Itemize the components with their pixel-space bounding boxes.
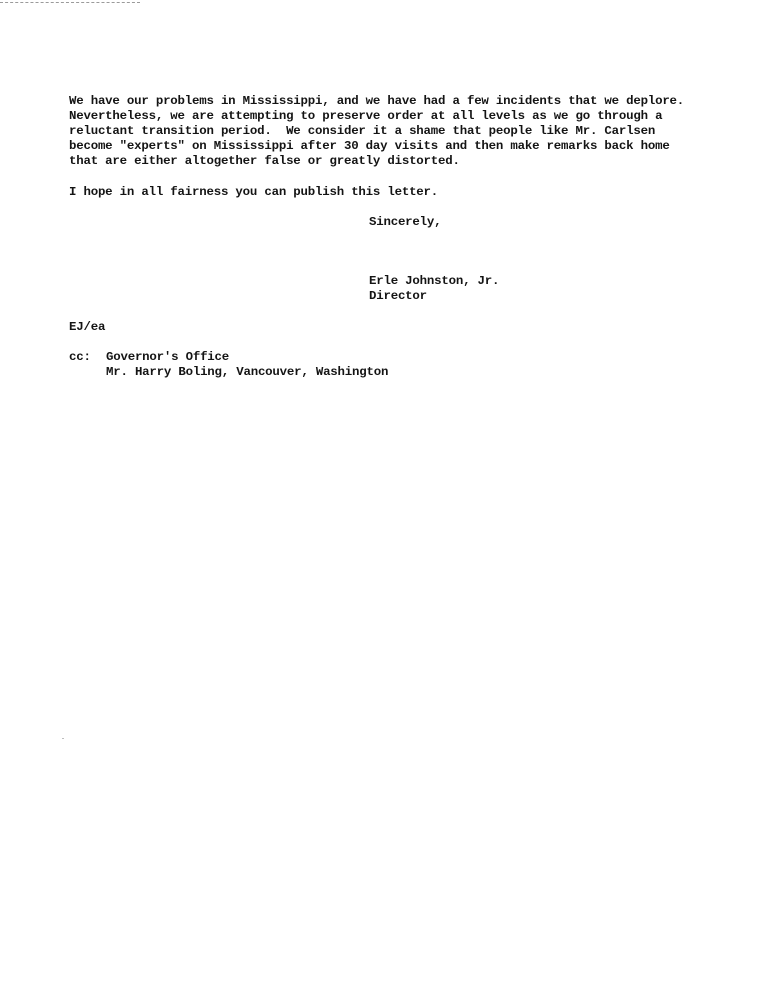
letter-body-paragraph <box>69 94 684 169</box>
signer-name: Erle Johnston, Jr. <box>369 274 500 288</box>
body-line: reluctant transition period. We consider it a shame that people like Mr. Carlsen <box>69 124 656 138</box>
salutation: Sincerely, <box>369 215 442 229</box>
scan-speck <box>62 738 64 739</box>
body-line: that are either altogether false or greatly distorted. <box>69 154 460 168</box>
cc-label: cc: <box>69 350 91 364</box>
typist-initials: EJ/ea <box>69 320 106 334</box>
signer-title: Director <box>369 289 427 303</box>
cc-recipient: Governor's Office <box>106 350 230 364</box>
body-line: We have our problems in Mississippi, and we have had a few incidents that we deplore. <box>69 94 685 108</box>
body-line: become "experts" on Mississippi after 30 day visits and then make remarks back home <box>69 139 670 153</box>
top-edge-dashes <box>0 0 140 3</box>
closing-sentence: I hope in all fairness you can publish this letter. <box>69 185 439 199</box>
cc-recipient: Mr. Harry Boling, Vancouver, Washington <box>106 365 389 379</box>
body-line: Nevertheless, we are attempting to preserve order at all levels as we go through a <box>69 109 663 123</box>
